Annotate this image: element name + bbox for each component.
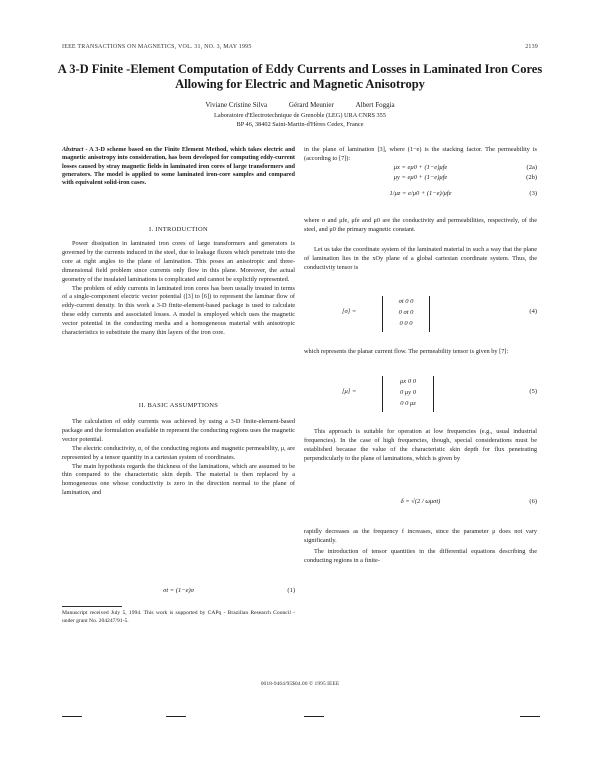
affiliation-line-1: Laboratoire d'Electrotechnique de Grenoble (LEG) URA CNRS 355: [214, 112, 386, 119]
equation-2a: [304, 164, 537, 173]
author-2: Gérard Meunier: [288, 101, 334, 109]
equation-4-lhs: [σ] =: [342, 308, 357, 315]
footnote: Manuscript received July 5, 1994. This work is supported by CAPq - Brazilian Research Council - under grant No. 204247/91-5.: [62, 610, 295, 624]
abstract: [62, 146, 295, 187]
crop-mark: [62, 716, 82, 717]
equation-2a-number: (2a): [526, 164, 537, 171]
running-header: [62, 44, 538, 50]
paragraph: The main hypothesis regards the thickness of the laminations, which are assumed to be thin compared to the characteristic skin depth. The material is then replaced by a homogeneous one whose conductivity is zero in the direction normal to the plane of lamination, and: [62, 462, 295, 497]
equation-3: [304, 190, 537, 199]
matrix-row: σt 0 0: [398, 298, 414, 305]
paragraph: The calculation of eddy currents was achieved by using a 3-D finite-element-based package and the formulation available in represent the conducting regions uses the magnetic vector potential.: [62, 418, 295, 443]
basic-assumptions-body: [62, 418, 295, 498]
copyright-footer: 0018-9464/95$04.00 © 1995 IEEE: [260, 681, 340, 687]
equation-2b-body: μy = eμ0 + (1−e)μfe: [393, 174, 448, 181]
equation-1-body: σt = (1−e)σ: [163, 587, 194, 594]
paper-title: A 3-D Finite -Element Computation of Eddy Currents and Losses in Laminated Iron Cores Allowing for Electric and Magnetic Anisotropy: [57, 62, 543, 91]
matrix-row: μx 0 0: [400, 378, 416, 385]
abstract-text: - A 3-D scheme based on the Finite Element Method, which takes electric and magnetic anisotropy into consideration, has been developed for computing eddy-current losses caused by stray magnetic fields in laminated iron cores of large transformers and generators. The model is applied to some laminated iron-core samples and compared with equivalent solid-iron cases.: [62, 146, 295, 187]
crop-mark: [520, 716, 540, 717]
introduction-body: [62, 240, 295, 338]
crop-mark: [166, 716, 186, 717]
journal-info: IEEE TRANSACTIONS ON MAGNETICS, VOL. 31, NO. 3, MAY 1995: [62, 44, 252, 50]
equation-5-lhs: [μ] =: [342, 388, 357, 395]
right-paragraph-5: [304, 428, 537, 464]
right-paragraph-2: where σ and μfe, μfe and μ0 are the conductivity and permeabilities, respectively, of the steel, and μ0 the primary magnetic constant.: [304, 217, 537, 233]
affiliation-line-2: BP 46, 38402 Saint-Martin-d'Hères Cedex, France: [236, 121, 364, 128]
equation-3-body: 1/μz = e/μ0 + (1−e)/μfe: [389, 190, 452, 197]
crop-mark: [304, 716, 324, 717]
author-list: [40, 101, 560, 109]
equation-2b: [304, 174, 537, 183]
right-paragraph-7: [304, 548, 537, 566]
right-paragraph-1: in the plane of lamination [3], where (1−e) is the stacking factor. The permeability is (according to [7]):: [304, 146, 537, 162]
paragraph: Let us take the coordinate system of the laminated material in such a way that the plane of lamination lies in the xOy plane of a global cartesian coordinate system. Thus, the conductivity tensor is: [304, 246, 537, 271]
paragraph: The problem of eddy currents in laminated iron cores has been usually treated in terms of a single-component electric vector potential ([3] to [6]) to represent the laminar flow of eddy-current density. In this work a 3-D finite-element-based package is used to calculate these eddy currents and associated losses. A model is employed which uses the magnetic vector potential in the conducting media and a homogeneous material with anisotropic characteristics to substitute the many thin layers of the iron core.: [62, 284, 295, 337]
equation-1-number: (1): [287, 587, 295, 594]
section-heading-basic-assumptions: II. BASIC ASSUMPTIONS: [138, 402, 219, 409]
equation-2a-body: μx = eμ0 + (1−e)μfe: [393, 164, 448, 171]
page-number: 2139: [525, 44, 538, 50]
matrix-row: 0 0 0: [399, 320, 413, 327]
section-heading-introduction: I. INTRODUCTION: [148, 226, 209, 233]
equation-1: [62, 587, 295, 596]
equation-6-body: δ = √(2 / ωμσt): [400, 498, 441, 505]
equation-6: [304, 498, 537, 507]
author-1: Viviane Cristine Silva: [205, 101, 268, 109]
paragraph: The electric conductivity, σ, of the conducting regions and magnetic permeability, μ, are represented by a tensor quantity in a cartesian system of coordinates.: [62, 444, 295, 461]
abstract-label: Abstract: [62, 146, 84, 153]
matrix-row: 0 μy 0: [400, 389, 416, 396]
right-paragraph-4: which represents the planar current flow. The permeability tensor is given by [7]:: [304, 348, 509, 355]
equation-2b-number: (2b): [526, 174, 537, 181]
paragraph: Power dissipation in laminated iron cores of large transformers and generators is governed by the currents induced in the steel, due to leakage fluxes which penetrate into the core at right angles to the plane of lamination. This poses an anisotropic and three-dimensional field problem since currents only flow in this plane. Moreover, the actual geometry of the insulated laminations is complicated and cannot be explicitly represented.: [62, 240, 295, 283]
paragraph: The introduction of tensor quantities in the differential equations describing the conducting regions in a finite-: [304, 548, 537, 564]
footnote-rule: [62, 606, 122, 607]
equation-6-number: (6): [529, 498, 537, 505]
matrix-row: 0 σt 0: [398, 309, 414, 316]
matrix-row: 0 0 μz: [400, 400, 416, 407]
equation-4-number: (4): [529, 308, 537, 315]
right-paragraph-6: rapidly decreases as the frequency f increases, since the parameter μ does not vary significantly.: [304, 528, 537, 544]
author-3: Albert Foggia: [355, 101, 395, 109]
paragraph: This approach is suitable for operation at low frequencies (e.g., usual industrial frequencies). In the case of high frequencies, though, special considerations must be established because the value of the characteristic skin depth for flux penetrating perpendicularly to the plane of laminations, which is given by: [304, 428, 537, 462]
equation-3-number: (3): [529, 190, 537, 197]
conductivity-tensor-matrix: [382, 296, 430, 332]
permeability-tensor-matrix: [382, 376, 434, 412]
equation-5-number: (5): [529, 388, 537, 395]
right-paragraph-3: [304, 246, 537, 273]
